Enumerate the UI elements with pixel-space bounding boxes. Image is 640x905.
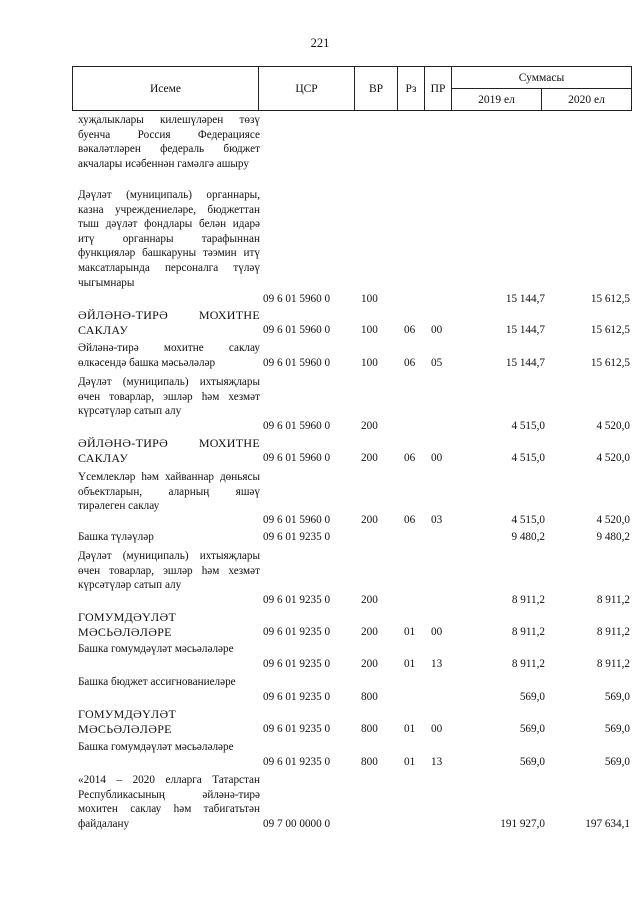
- header-sums: Суммасы: [451, 66, 632, 89]
- row-rz: 06: [404, 357, 416, 370]
- row-name: Дәүләт (муниципаль) ихтыяҗлары өчен товарлар, эшләр һәм хезмәт күрсәтүләр сатып алу: [78, 376, 260, 418]
- row-vr: 800: [361, 756, 378, 769]
- row-rz: 06: [404, 452, 416, 465]
- row-sum-2019: 191 927,0: [500, 818, 545, 831]
- row-pr: 05: [431, 357, 443, 370]
- row-name: «2014 – 2020 елларга Татарстан Республикасының әйләнә-тирә мохитен саклау һәм табигатьтән файдалану: [78, 774, 260, 830]
- row-name: Башка гомумдәүләт мәсьәләләре: [78, 643, 234, 655]
- row-sum-2020: 15 612,5: [590, 357, 630, 370]
- table-row: [74, 341, 630, 371]
- row-vr: 100: [361, 357, 378, 370]
- row-sum-2019: 8 911,2: [511, 594, 545, 607]
- row-sum-2020: 8 911,2: [596, 658, 630, 671]
- row-sum-2019: 15 144,7: [505, 357, 545, 370]
- row-sum-2020: 8 911,2: [596, 594, 630, 607]
- row-vr: 200: [361, 594, 378, 607]
- row-name: ӘЙЛӘНӘ-ТИРӘ МОХИТНЕ САКЛАУ: [78, 308, 260, 337]
- header-name: Исеме: [72, 66, 259, 111]
- row-sum-2019: 4 515,0: [511, 452, 545, 465]
- row-sum-2020: 569,0: [604, 723, 630, 736]
- row-sum-2019: 9 480,2: [511, 531, 545, 544]
- row-sum-2020: 15 612,5: [590, 324, 630, 337]
- row-vr: 100: [361, 324, 378, 337]
- row-sum-2019: 569,0: [519, 691, 545, 704]
- table-row: [74, 642, 630, 672]
- row-sum-2019: 569,0: [519, 756, 545, 769]
- row-pr: 00: [431, 324, 443, 337]
- row-name: Дәүләт (муниципаль) ихтыяҗлары өчен товарлар, эшләр һәм хезмәт күрсәтүләр сатып алу: [78, 550, 260, 592]
- row-vr: 800: [361, 691, 378, 704]
- row-name: хуҗалыклары килешүләрен төзү буенча Россия Федерациясе вәкаләтләрен федераль бюджет акчалары исәбеннән гамәлгә ашыру: [78, 114, 260, 170]
- table-row: [74, 740, 630, 770]
- row-pr: 00: [431, 723, 443, 736]
- row-name: Дәүләт (муниципаль) органнары, казна учреждениеләре, бюджеттан тыш дәүләт фондлары белән идарә итү органнары тарафыннан функцияләр башкаруны тәэмин итү максатларында персоналга түләү чыгымнары: [78, 189, 260, 289]
- table-row: [74, 707, 630, 737]
- table-row: [74, 675, 630, 705]
- page-number: 221: [310, 36, 330, 50]
- row-csr: 09 6 01 5960 0: [263, 514, 331, 527]
- row-sum-2020: 197 634,1: [585, 818, 630, 831]
- row-csr: 09 6 01 9235 0: [263, 626, 331, 639]
- row-vr: 100: [361, 293, 378, 306]
- row-pr: 13: [431, 756, 443, 769]
- header-vr: ВР: [354, 66, 398, 111]
- row-sum-2019: 569,0: [519, 723, 545, 736]
- row-name: Әйләнә-тирә мохитне саклау өлкәсендә башка мәсьәләләр: [78, 342, 260, 369]
- row-name: Үсемлекләр һәм хайваннар дөньясы объектларын, аларның яшәү тирәлеген саклау: [78, 471, 260, 513]
- header-pr: ПР: [424, 66, 452, 111]
- row-sum-2020: 15 612,5: [590, 293, 630, 306]
- row-csr: 09 7 00 0000 0: [263, 818, 331, 831]
- row-sum-2019: 4 515,0: [511, 420, 545, 433]
- row-rz: 01: [404, 756, 416, 769]
- row-vr: 200: [361, 658, 378, 671]
- row-csr: 09 6 01 9235 0: [263, 594, 331, 607]
- row-name: Башка гомумдәүләт мәсьәләләре: [78, 741, 234, 753]
- table-header: [72, 66, 632, 111]
- table-row: [74, 436, 630, 466]
- row-sum-2019: 15 144,7: [505, 324, 545, 337]
- row-vr: 200: [361, 420, 378, 433]
- row-rz: 01: [404, 658, 416, 671]
- table-row: [74, 113, 630, 186]
- row-sum-2020: 569,0: [604, 691, 630, 704]
- row-csr: 09 6 01 9235 0: [263, 531, 331, 544]
- row-sum-2020: 4 520,0: [596, 514, 630, 527]
- table-row: [74, 188, 630, 307]
- table-row: [74, 375, 630, 434]
- header-2019: 2019 ел: [451, 88, 542, 111]
- row-sum-2020: 4 520,0: [596, 420, 630, 433]
- row-sum-2020: 9 480,2: [596, 531, 630, 544]
- row-csr: 09 6 01 9235 0: [263, 658, 331, 671]
- row-rz: 01: [404, 723, 416, 736]
- row-pr: 03: [431, 514, 443, 527]
- row-vr: 200: [361, 626, 378, 639]
- row-sum-2019: 4 515,0: [511, 514, 545, 527]
- row-name: ГОМУМДӘҮЛӘТ МӘСЬӘЛӘЛӘРЕ: [78, 610, 177, 639]
- row-csr: 09 6 01 5960 0: [263, 293, 331, 306]
- row-name: ӘЙЛӘНӘ-ТИРӘ МОХИТНЕ САКЛАУ: [78, 436, 260, 465]
- row-rz: 01: [404, 626, 416, 639]
- table-row: [74, 530, 630, 545]
- table-row: [74, 470, 630, 528]
- row-sum-2020: 8 911,2: [596, 626, 630, 639]
- row-csr: 09 6 01 9235 0: [263, 691, 331, 704]
- row-csr: 09 6 01 5960 0: [263, 452, 331, 465]
- row-pr: 13: [431, 658, 443, 671]
- header-rz: Рз: [397, 66, 425, 111]
- table-row: [74, 773, 630, 832]
- row-csr: 09 6 01 5960 0: [263, 420, 331, 433]
- row-name: Башка түләүләр: [78, 531, 154, 543]
- row-rz: 06: [404, 514, 416, 527]
- header-2020: 2020 ел: [541, 88, 632, 111]
- row-name: Башка бюджет ассигнованиеләре: [78, 676, 236, 688]
- row-vr: 200: [361, 514, 378, 527]
- row-pr: 00: [431, 452, 443, 465]
- row-csr: 09 6 01 5960 0: [263, 324, 331, 337]
- row-sum-2020: 4 520,0: [596, 452, 630, 465]
- row-sum-2019: 8 911,2: [511, 658, 545, 671]
- table-row: [74, 308, 630, 338]
- table-row: [74, 549, 630, 608]
- row-sum-2019: 15 144,7: [505, 293, 545, 306]
- row-vr: 800: [361, 723, 378, 736]
- row-sum-2019: 8 911,2: [511, 626, 545, 639]
- row-rz: 06: [404, 324, 416, 337]
- row-sum-2020: 569,0: [604, 756, 630, 769]
- row-vr: 200: [361, 452, 378, 465]
- row-csr: 09 6 01 5960 0: [263, 357, 331, 370]
- row-name: ГОМУМДӘҮЛӘТ МӘСЬӘЛӘЛӘРЕ: [78, 707, 177, 736]
- row-pr: 00: [431, 626, 443, 639]
- row-csr: 09 6 01 9235 0: [263, 756, 331, 769]
- table-row: [74, 610, 630, 640]
- header-csr: ЦСР: [258, 66, 355, 111]
- row-csr: 09 6 01 9235 0: [263, 723, 331, 736]
